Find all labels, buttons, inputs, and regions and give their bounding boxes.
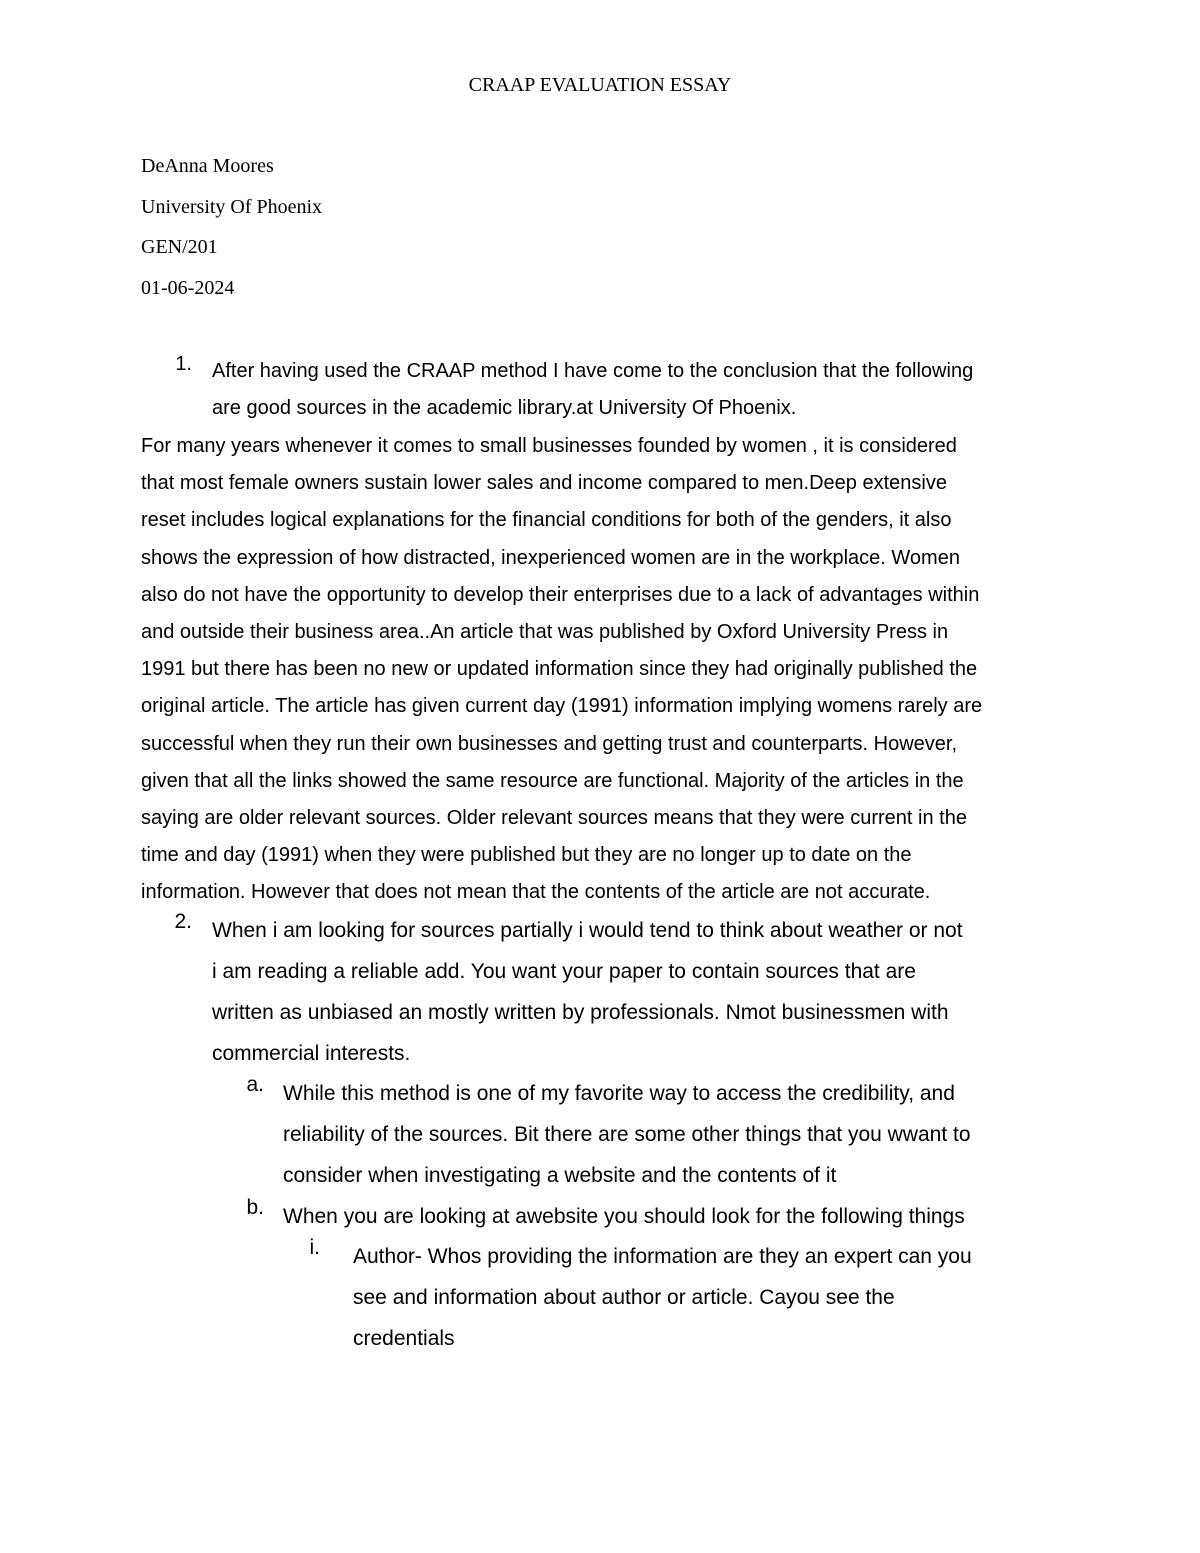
text-line: saying are older relevant sources. Older relevant sources means that they were current in the: [141, 807, 967, 830]
text-line: information. However that does not mean that the contents of the article are not accurate.: [141, 881, 931, 904]
list-item-2b-i-text: [353, 1236, 1113, 1359]
text-line: written as unbiased an mostly written by professionals. Nmot businessmen with: [212, 1001, 949, 1024]
text-line: Author- Whos providing the information are they an expert can you: [353, 1245, 972, 1268]
text-line: that most female owners sustain lower sales and income compared to men.Deep extensive: [141, 472, 947, 495]
text-line: reliability of the sources. Bit there are some other things that you wwant to: [283, 1123, 971, 1146]
text-line: 1991 but there has been no new or updated information since they had originally published the: [141, 658, 978, 681]
course-code: GEN/201: [141, 236, 218, 258]
text-line: also do not have the opportunity to develop their enterprises due to a lack of advantages within: [141, 583, 980, 606]
document-title: CRAAP EVALUATION ESSAY: [468, 74, 732, 96]
text-line: commercial interests.: [212, 1042, 411, 1065]
text-line: successful when they run their own businesses and getting trust and counterparts. However,: [141, 732, 958, 755]
text-line: While this method is one of my favorite way to access the credibility, and: [283, 1082, 955, 1105]
text-line: given that all the links showed the same resource are functional. Majority of the articles in the: [141, 769, 964, 792]
text-line: and outside their business area..An article that was published by Oxford University Press in: [141, 621, 949, 644]
text-line: reset includes logical explanations for the financial conditions for both of the genders, it also: [141, 509, 952, 532]
text-line: When you are looking at awebsite you should look for the following things: [283, 1205, 965, 1228]
list-item-2-text: [212, 910, 1132, 1074]
author-name: DeAnna Moores: [141, 155, 274, 177]
body-paragraph: [141, 428, 1061, 912]
text-line: time and day (1991) when they were published but they are no longer up to date on the: [141, 844, 912, 867]
text-line: see and information about author or article. Cayou see the: [353, 1286, 895, 1309]
document-date: 01-06-2024: [141, 277, 235, 299]
list-marker-2b-i: i.: [309, 1236, 320, 1259]
text-line: i am reading a reliable add. You want your paper to contain sources that are: [212, 960, 916, 983]
text-line: shows the expression of how distracted, inexperienced women are in the workplace. Women: [141, 546, 960, 569]
text-line: For many years whenever it comes to small businesses founded by women , it is considered: [141, 435, 957, 457]
list-marker-2a: a.: [246, 1073, 264, 1096]
institution-name: University Of Phoenix: [141, 196, 323, 218]
list-item-2b-text: [283, 1196, 1200, 1237]
list-item-2a-text: [283, 1073, 1200, 1196]
text-line: After having used the CRAAP method I have come to the conclusion that the following: [212, 360, 974, 382]
list-marker-2b: b.: [246, 1196, 264, 1219]
text-line: are good sources in the academic library.at University Of Phoenix.: [212, 397, 797, 419]
list-marker-1: 1.: [175, 353, 192, 375]
list-marker-2: 2.: [174, 910, 192, 933]
text-line: consider when investigating a website and the contents of it: [283, 1164, 837, 1187]
text-line: credentials: [353, 1327, 455, 1350]
list-item-1-text: [212, 353, 1132, 427]
text-line: When i am looking for sources partially i would tend to think about weather or not: [212, 919, 963, 942]
text-line: original article. The article has given current day (1991) information implying womens rarely are: [141, 695, 983, 718]
